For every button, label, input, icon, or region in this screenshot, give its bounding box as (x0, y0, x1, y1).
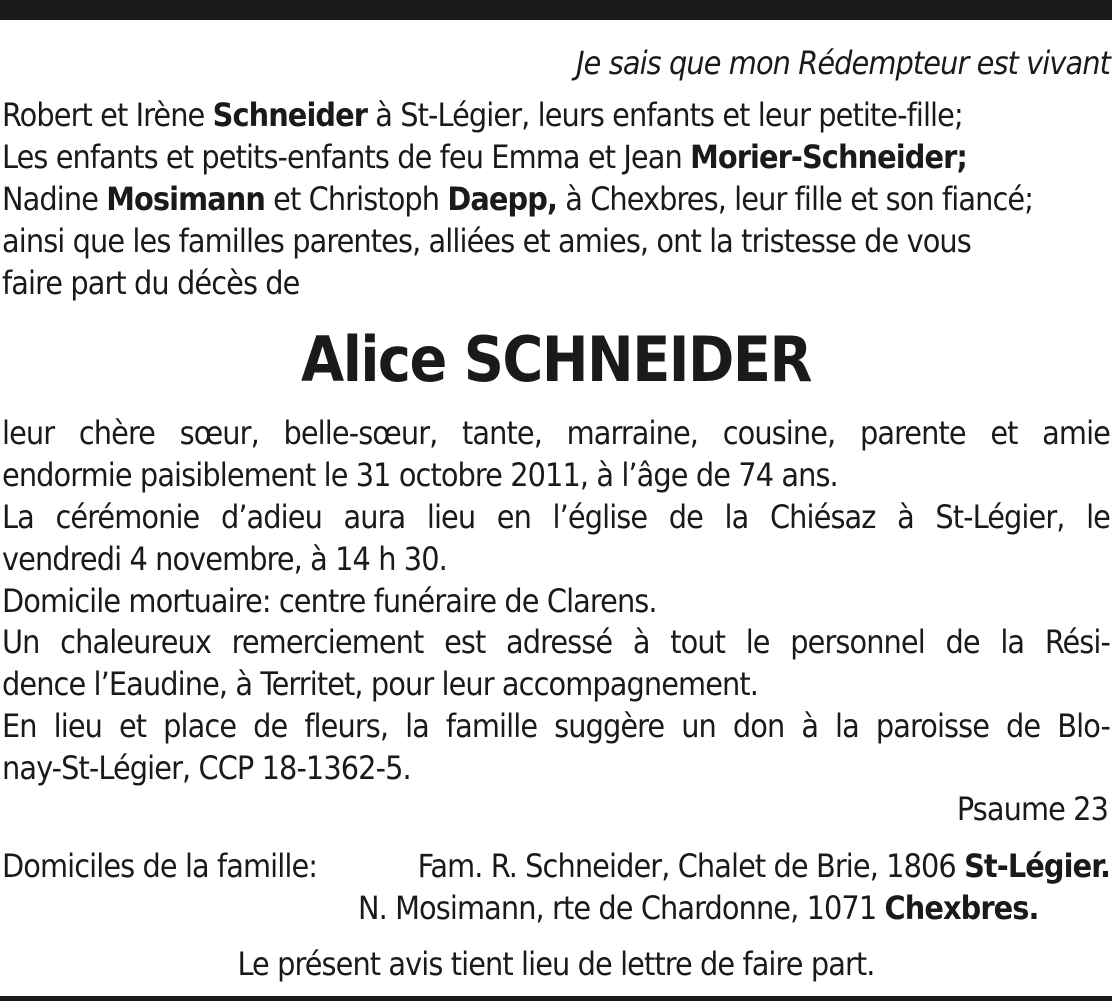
epigraph: Je sais que mon Rédempteur est vivant (576, 44, 1110, 82)
body-line-9 (2, 748, 411, 788)
address-text: N. Mosimann, rte de Chardonne, 1071 (358, 889, 885, 927)
body-text: En lieu et place de fleurs, la famille suggère un don à la paroisse de Blo- (2, 707, 1110, 745)
announcer-surname: Morier-Schneider; (690, 138, 967, 176)
announcer-line-3 (2, 179, 1033, 219)
body-text: endormie paisiblement le 31 octobre 2011, à l’âge de 74 ans. (2, 456, 838, 494)
domiciles-label: Domiciles de la famille: (2, 847, 318, 885)
body-text: dence l’Eaudine, à Territet, pour leur accompagnement. (2, 665, 758, 703)
bottom-rule (0, 996, 1112, 1001)
body-line-3 (2, 497, 1110, 537)
body-line-4 (2, 539, 447, 579)
address-line-1 (418, 846, 1110, 886)
body-line-2 (2, 455, 838, 495)
body-text: nay-St-Légier, CCP 18-1362-5. (2, 749, 411, 787)
body-text: vendredi 4 novembre, à 14 h 30. (2, 540, 447, 578)
announcer-line-2 (2, 137, 967, 177)
announcer-line-5 (2, 263, 299, 303)
announcer-text: ainsi que les familles parentes, alliées et amies, ont la tristesse de vous (2, 222, 971, 260)
body-line-1 (2, 413, 1110, 453)
top-rule (0, 0, 1112, 20)
body-text: Un chaleureux remerciement est adressé à tout le personnel de la Rési- (2, 623, 1110, 661)
announcer-text: à St-Légier, leurs enfants et leur petite-fille; (367, 96, 963, 134)
announcer-surname: Mosimann (106, 180, 265, 218)
address-text: Fam. R. Schneider, Chalet de Brie, 1806 (417, 847, 965, 885)
announcer-line-4 (2, 221, 971, 261)
body-line-8 (2, 706, 1110, 746)
footer-note: Le présent avis tient lieu de lettre de faire part. (237, 945, 875, 983)
announcer-line-1 (2, 95, 963, 135)
body-line-5 (2, 581, 657, 621)
deceased-name: Alice SCHNEIDER (301, 323, 811, 396)
announcer-text: faire part du décès de (2, 264, 300, 302)
announcer-surname: Daepp, (447, 180, 557, 218)
body-text: leur chère sœur, belle-sœur, tante, marraine, cousine, parente et amie (2, 414, 1110, 452)
announcer-surname: Schneider (212, 96, 368, 134)
announcer-text: Nadine (2, 180, 107, 218)
body-line-6 (2, 622, 1110, 662)
announcer-text: Les enfants et petits-enfants de feu Emma et Jean (2, 138, 691, 176)
address-locality: St-Légier. (964, 847, 1110, 885)
announcer-text: et Christoph (264, 180, 448, 218)
address-locality: Chexbres. (884, 889, 1039, 927)
announcer-text: Robert et Irène (2, 96, 213, 134)
body-text: La cérémonie d’adieu aura lieu en l’église de la Chiésaz à St-Légier, le (2, 498, 1110, 536)
body-text: Domicile mortuaire: centre funéraire de Clarens. (2, 582, 657, 620)
announcer-text: à Chexbres, leur fille et son fiancé; (557, 180, 1034, 218)
address-line-2 (358, 888, 1039, 928)
body-line-7 (2, 664, 758, 704)
psalm-reference: Psaume 23 (956, 790, 1108, 828)
